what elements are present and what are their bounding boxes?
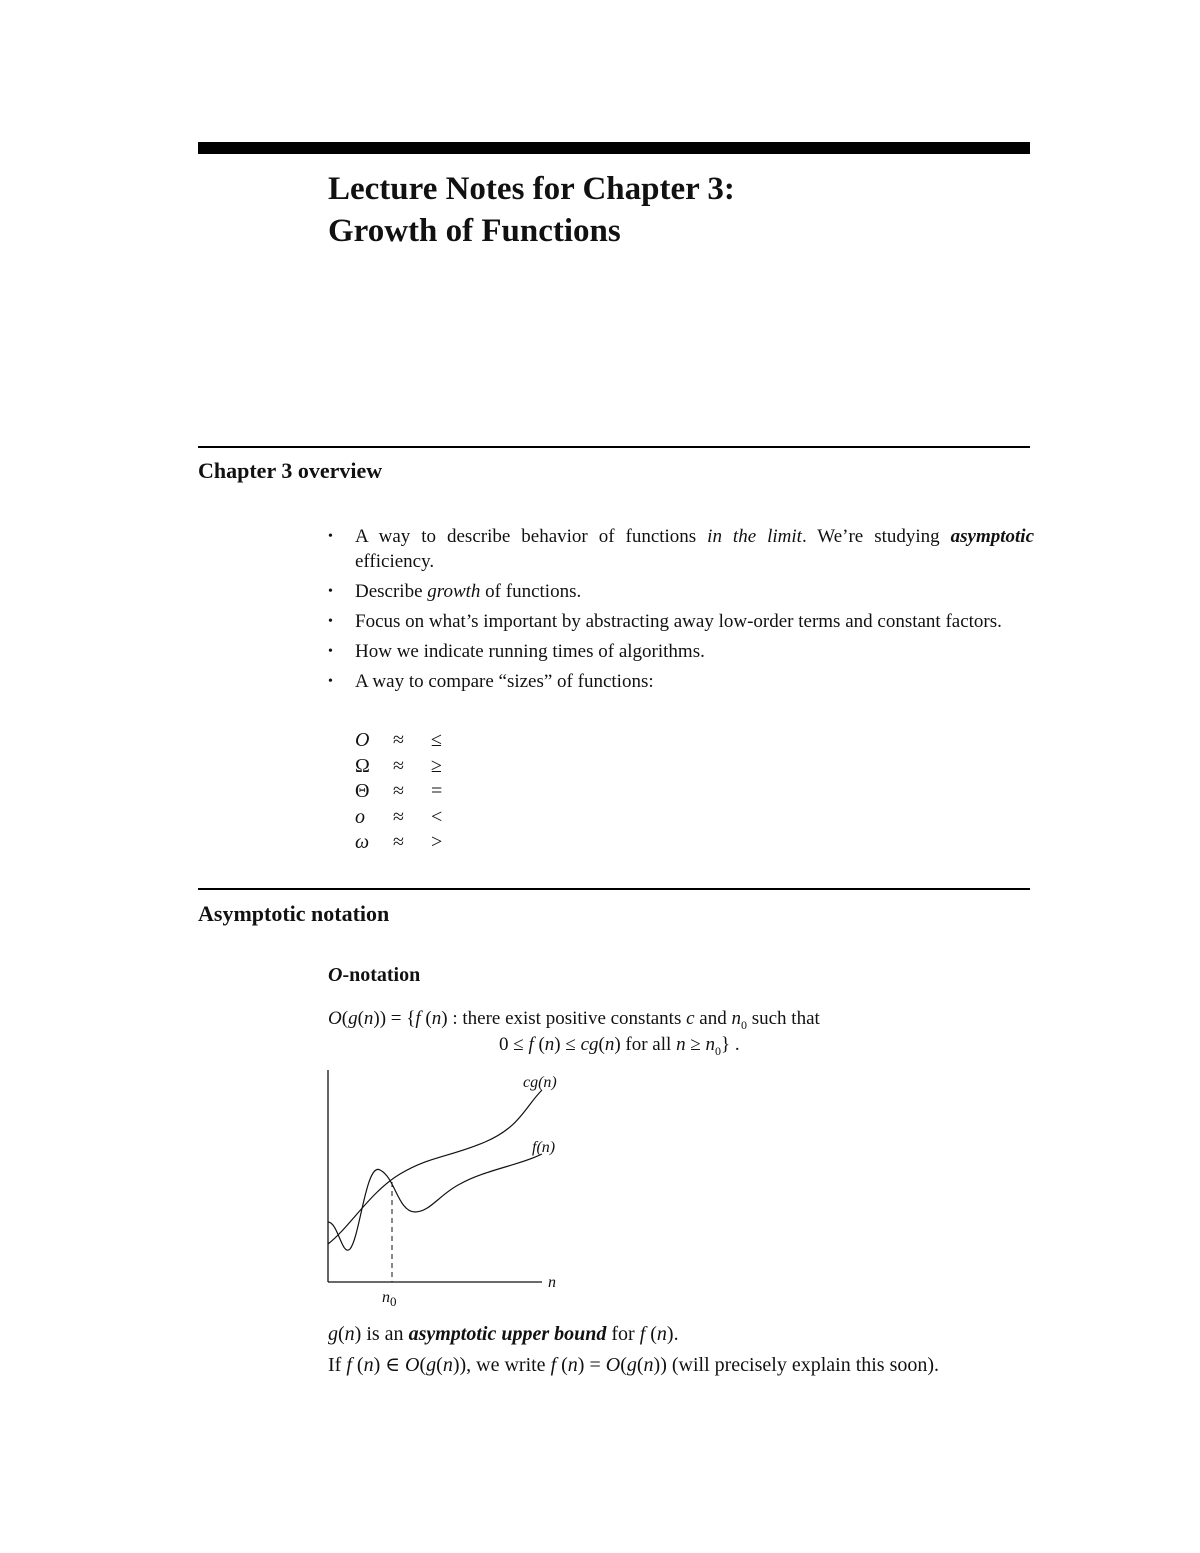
- asymptotic-rule: [198, 888, 1030, 890]
- o-notation-label: -notation: [342, 964, 421, 986]
- term-emphasis: asymptotic upper bound: [408, 1323, 607, 1345]
- relation-symbol: O: [355, 729, 370, 751]
- math-var: n: [363, 1354, 374, 1376]
- math-text: and: [694, 1008, 732, 1029]
- relation-symbol: ω: [355, 831, 370, 853]
- math-var: g: [328, 1323, 338, 1345]
- math-var: n: [544, 1034, 555, 1055]
- math-var: n: [442, 1354, 453, 1376]
- math-var: n: [643, 1354, 654, 1376]
- math-subscript: 0: [740, 1017, 747, 1032]
- math-text: ) =: [577, 1354, 606, 1376]
- asymptotic-heading: Asymptotic notation: [198, 901, 390, 926]
- relation-row: [355, 805, 442, 831]
- o-symbol: O: [328, 964, 343, 986]
- math-text: (: [419, 1354, 427, 1376]
- relation-approx: ≈: [393, 754, 404, 777]
- relation-row: [355, 728, 442, 754]
- math-var: n: [604, 1034, 615, 1055]
- f-label: f(n): [532, 1139, 556, 1156]
- math-text: (: [341, 1008, 349, 1029]
- math-var: n: [676, 1034, 686, 1055]
- math-var: g: [626, 1354, 637, 1376]
- bullet-text: . We’re studying: [801, 526, 951, 547]
- math-var: n: [363, 1008, 374, 1029]
- relation-row: [355, 830, 442, 856]
- n0-label: [382, 1289, 397, 1309]
- math-text: )) (will precisely explain this soon).: [653, 1354, 940, 1376]
- n0-label-sub: 0: [390, 1294, 397, 1309]
- math-text: If: [328, 1354, 347, 1376]
- math-var: g: [426, 1354, 437, 1376]
- math-text: for: [606, 1323, 640, 1345]
- relation-symbol: Θ: [355, 780, 370, 802]
- math-var: O: [405, 1354, 420, 1376]
- math-var: f: [528, 1034, 534, 1055]
- bullet-item: [328, 579, 1034, 604]
- cg-curve: [328, 1090, 542, 1244]
- overview-rule: [198, 446, 1030, 448]
- math-text: )), we write: [452, 1354, 551, 1376]
- math-text: ) is an: [354, 1323, 409, 1345]
- math-var: g: [348, 1008, 358, 1029]
- relation-operator: ≥: [431, 754, 442, 777]
- math-var: f: [550, 1354, 557, 1376]
- bullet-text: A way to compare “sizes” of functions:: [355, 671, 654, 692]
- math-text: ).: [666, 1323, 679, 1345]
- overview-bullets: [328, 524, 1034, 699]
- o-notation-heading: [328, 964, 420, 987]
- n-axis-label: n: [548, 1274, 556, 1291]
- math-text: (: [351, 1354, 364, 1376]
- math-text: } .: [721, 1034, 740, 1055]
- relation-approx: ≈: [393, 831, 404, 853]
- math-text: ) for all: [614, 1034, 677, 1055]
- math-var: n: [705, 1034, 715, 1055]
- relation-row: [355, 754, 442, 780]
- bullet-text: Focus on what’s important by abstracting away low-order terms and constant factors.: [355, 611, 1002, 632]
- relation-operator: <: [431, 805, 443, 828]
- f-curve: [328, 1154, 542, 1250]
- top-rule: [198, 142, 1030, 154]
- relation-operator: >: [431, 831, 443, 853]
- math-subscript: 0: [715, 1043, 721, 1058]
- bullet-text: How we indicate running times of algorithms.: [355, 641, 705, 662]
- title-line-2: Growth of Functions: [328, 213, 621, 249]
- bullet-emphasis: in the limit: [707, 526, 802, 547]
- overview-heading: Chapter 3 overview: [198, 458, 383, 483]
- bullet-text: efficiency.: [355, 551, 435, 572]
- relation-approx: ≈: [393, 729, 404, 751]
- math-var: n: [344, 1323, 355, 1345]
- math-text: such that: [746, 1008, 820, 1029]
- math-text: )) = {: [373, 1008, 416, 1029]
- math-text: (: [436, 1354, 443, 1376]
- math-text: ) ∈: [373, 1354, 406, 1376]
- math-text: (: [533, 1034, 545, 1055]
- bullet-text: of functions.: [480, 581, 582, 602]
- page-title: [328, 168, 735, 252]
- title-line-1: Lecture Notes for Chapter 3:: [328, 171, 735, 207]
- bullet-emphasis: growth: [427, 581, 481, 602]
- math-text: ) ≤: [554, 1034, 581, 1055]
- big-o-figure: [320, 1062, 580, 1312]
- bullet-item: [328, 639, 1034, 664]
- math-var: f: [415, 1008, 421, 1029]
- math-var: f: [346, 1354, 352, 1376]
- relation-operator: =: [431, 780, 443, 802]
- bullet-text: Describe: [355, 581, 428, 602]
- math-text: (: [620, 1354, 627, 1376]
- math-var: n: [656, 1323, 667, 1345]
- relation-row: [355, 779, 442, 805]
- math-text: 0 ≤: [499, 1034, 529, 1055]
- math-text: ≥: [685, 1034, 706, 1055]
- relation-approx: ≈: [393, 805, 404, 828]
- upper-bound-sentence: [328, 1322, 679, 1347]
- math-var: n: [731, 1008, 741, 1029]
- math-var: c: [686, 1008, 695, 1029]
- math-var: n: [431, 1008, 442, 1029]
- math-text: (: [420, 1008, 432, 1029]
- math-var: O: [605, 1354, 621, 1376]
- math-text: (: [645, 1323, 657, 1345]
- math-var: cg: [580, 1034, 599, 1055]
- math-var: O: [328, 1008, 342, 1029]
- relations-table: [355, 728, 442, 856]
- notation-sentence: [328, 1353, 939, 1378]
- relation-approx: ≈: [393, 780, 404, 802]
- math-text: (: [636, 1354, 644, 1376]
- bullet-item: [328, 609, 1034, 634]
- relation-symbol: o: [355, 805, 365, 828]
- math-text: (: [556, 1354, 568, 1376]
- math-text: ) : there exist positive constants: [441, 1008, 687, 1029]
- relation-operator: ≤: [431, 729, 442, 751]
- math-var: f: [639, 1323, 646, 1345]
- cg-label: cg(n): [523, 1074, 557, 1091]
- bullet-emphasis: asymptotic: [950, 526, 1035, 547]
- bullet-text: A way to describe behavior of functions: [355, 526, 708, 547]
- bullet-item: [328, 524, 1034, 574]
- math-text: (: [598, 1034, 605, 1055]
- o-definition-line-2: [499, 1032, 740, 1064]
- math-text: (: [357, 1008, 364, 1029]
- relation-symbol: Ω: [355, 754, 370, 777]
- n0-label-main: n: [382, 1289, 390, 1306]
- math-text: (: [338, 1323, 345, 1345]
- math-var: n: [567, 1354, 578, 1376]
- bullet-item: [328, 669, 1034, 694]
